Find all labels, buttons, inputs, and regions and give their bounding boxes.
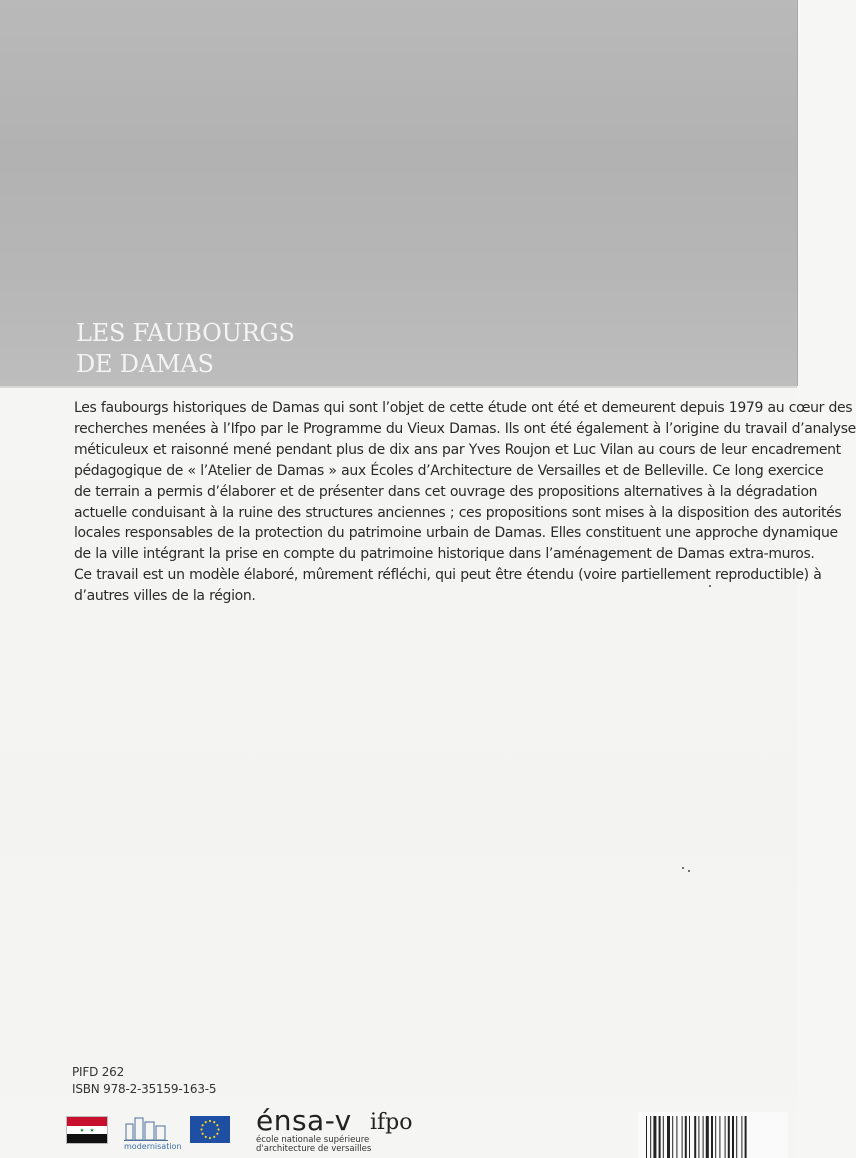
barcode-bar [689, 1116, 690, 1158]
description-line: Ce travail est un modèle élaboré, mûrement réfléchi, qui peut être étendu (voire partiellement reproductible) à [74, 567, 822, 584]
eu-star [205, 1121, 207, 1123]
title-line-1: LES FAUBOURGS [76, 319, 295, 347]
header-band-edge [0, 386, 797, 388]
barcode-bar [715, 1116, 716, 1158]
paper-speck [688, 870, 690, 872]
eu-star [216, 1133, 218, 1135]
eu-star [200, 1128, 202, 1130]
description-line: recherches menées à l’Ifpo par le Programme du Vieux Damas. Ils ont été également à l’origine du travail d’analyse [74, 420, 856, 437]
eu-star [213, 1136, 215, 1138]
barcode-bar [676, 1116, 677, 1158]
eu-flag-icon [190, 1116, 230, 1143]
description [74, 398, 856, 607]
description-line: locales responsables de la protection du patrimoine urbain de Damas. Elles constituent une approche dynamique [74, 525, 838, 542]
barcode-icon [638, 1112, 788, 1158]
barcode-bar [728, 1116, 730, 1158]
ifpo-name: ifpo [370, 1110, 413, 1135]
barcode-bar [685, 1116, 687, 1158]
barcode-bar [646, 1116, 647, 1158]
eu-star [217, 1128, 219, 1130]
title-line-2: DE DAMAS [76, 350, 214, 378]
ensa-v-name: énsa-v [256, 1104, 352, 1137]
barcode-bar [682, 1116, 683, 1158]
barcode-bar [663, 1116, 664, 1158]
description-line: Les faubourgs historiques de Damas qui sont l’objet de cette étude ont été et demeurent depuis 1979 au cœur des [74, 400, 853, 416]
syrian-flag-icon [66, 1116, 108, 1144]
modernisation-logo [124, 1114, 180, 1158]
eu-star [202, 1124, 204, 1126]
barcode [638, 1112, 788, 1158]
barcode-bar [719, 1116, 720, 1158]
buildings-icon [124, 1114, 168, 1142]
modernisation-label: modernisation [124, 1142, 182, 1151]
barcode-bar [653, 1116, 656, 1158]
description-line: de terrain a permis d’élaborer et de présenter dans cet ouvrage des propositions alternatives à la dégradation [74, 483, 818, 500]
eu-logo [190, 1116, 240, 1156]
eu-star [209, 1120, 211, 1122]
ensa-v-logo [256, 1104, 372, 1158]
publication-info [72, 1064, 216, 1098]
book-title [76, 318, 476, 380]
ensa-v-subtitle-1: école nationale supérieure [256, 1135, 370, 1145]
barcode-bar [732, 1116, 734, 1158]
eu-star [216, 1124, 218, 1126]
ensa-v-subtitle-2: d'architecture de versailles [256, 1144, 372, 1154]
barcode-bar [698, 1116, 699, 1158]
barcode-bar [672, 1116, 673, 1158]
barcode-bar [694, 1116, 696, 1158]
description-line: actuelle conduisant à la ruine des structures anciennes ; ces propositions sont mises à la disposition des autorités [74, 504, 842, 521]
barcode-bar [725, 1116, 726, 1158]
barcode-bar [650, 1116, 651, 1158]
eu-star [202, 1133, 204, 1135]
series-number: PIFD 262 [72, 1065, 125, 1079]
barcode-bar [741, 1116, 742, 1158]
syria-logo [66, 1116, 110, 1156]
barcode-bar [736, 1116, 737, 1158]
paper-speck [709, 585, 711, 587]
eu-star [205, 1136, 207, 1138]
barcode-bar [706, 1116, 709, 1158]
barcode-bar [667, 1116, 670, 1158]
barcode-bar [745, 1116, 747, 1158]
eu-star [213, 1121, 215, 1123]
eu-star [209, 1137, 211, 1139]
isbn: ISBN 978-2-35159-163-5 [72, 1082, 217, 1096]
description-line: pédagogique de « l’Atelier de Damas » aux Écoles d’Architecture de Versailles et de Belleville. Ce long exercice [74, 462, 824, 479]
barcode-bar [659, 1116, 661, 1158]
barcode-bar [703, 1116, 704, 1158]
paper-speck [682, 867, 684, 869]
description-line: méticuleux et raisonné mené pendant plus de dix ans par Yves Roujon et Luc Vilan au cours de leur encadrement [74, 441, 841, 458]
description-line: de la ville intégrant la prise en compte du patrimoine historique dans l’aménagement de Damas extra-muros. [74, 546, 815, 563]
barcode-bar [711, 1116, 713, 1158]
ifpo-logo [370, 1110, 420, 1156]
description-line: d’autres villes de la région. [74, 588, 256, 605]
partner-logos [66, 1104, 426, 1158]
